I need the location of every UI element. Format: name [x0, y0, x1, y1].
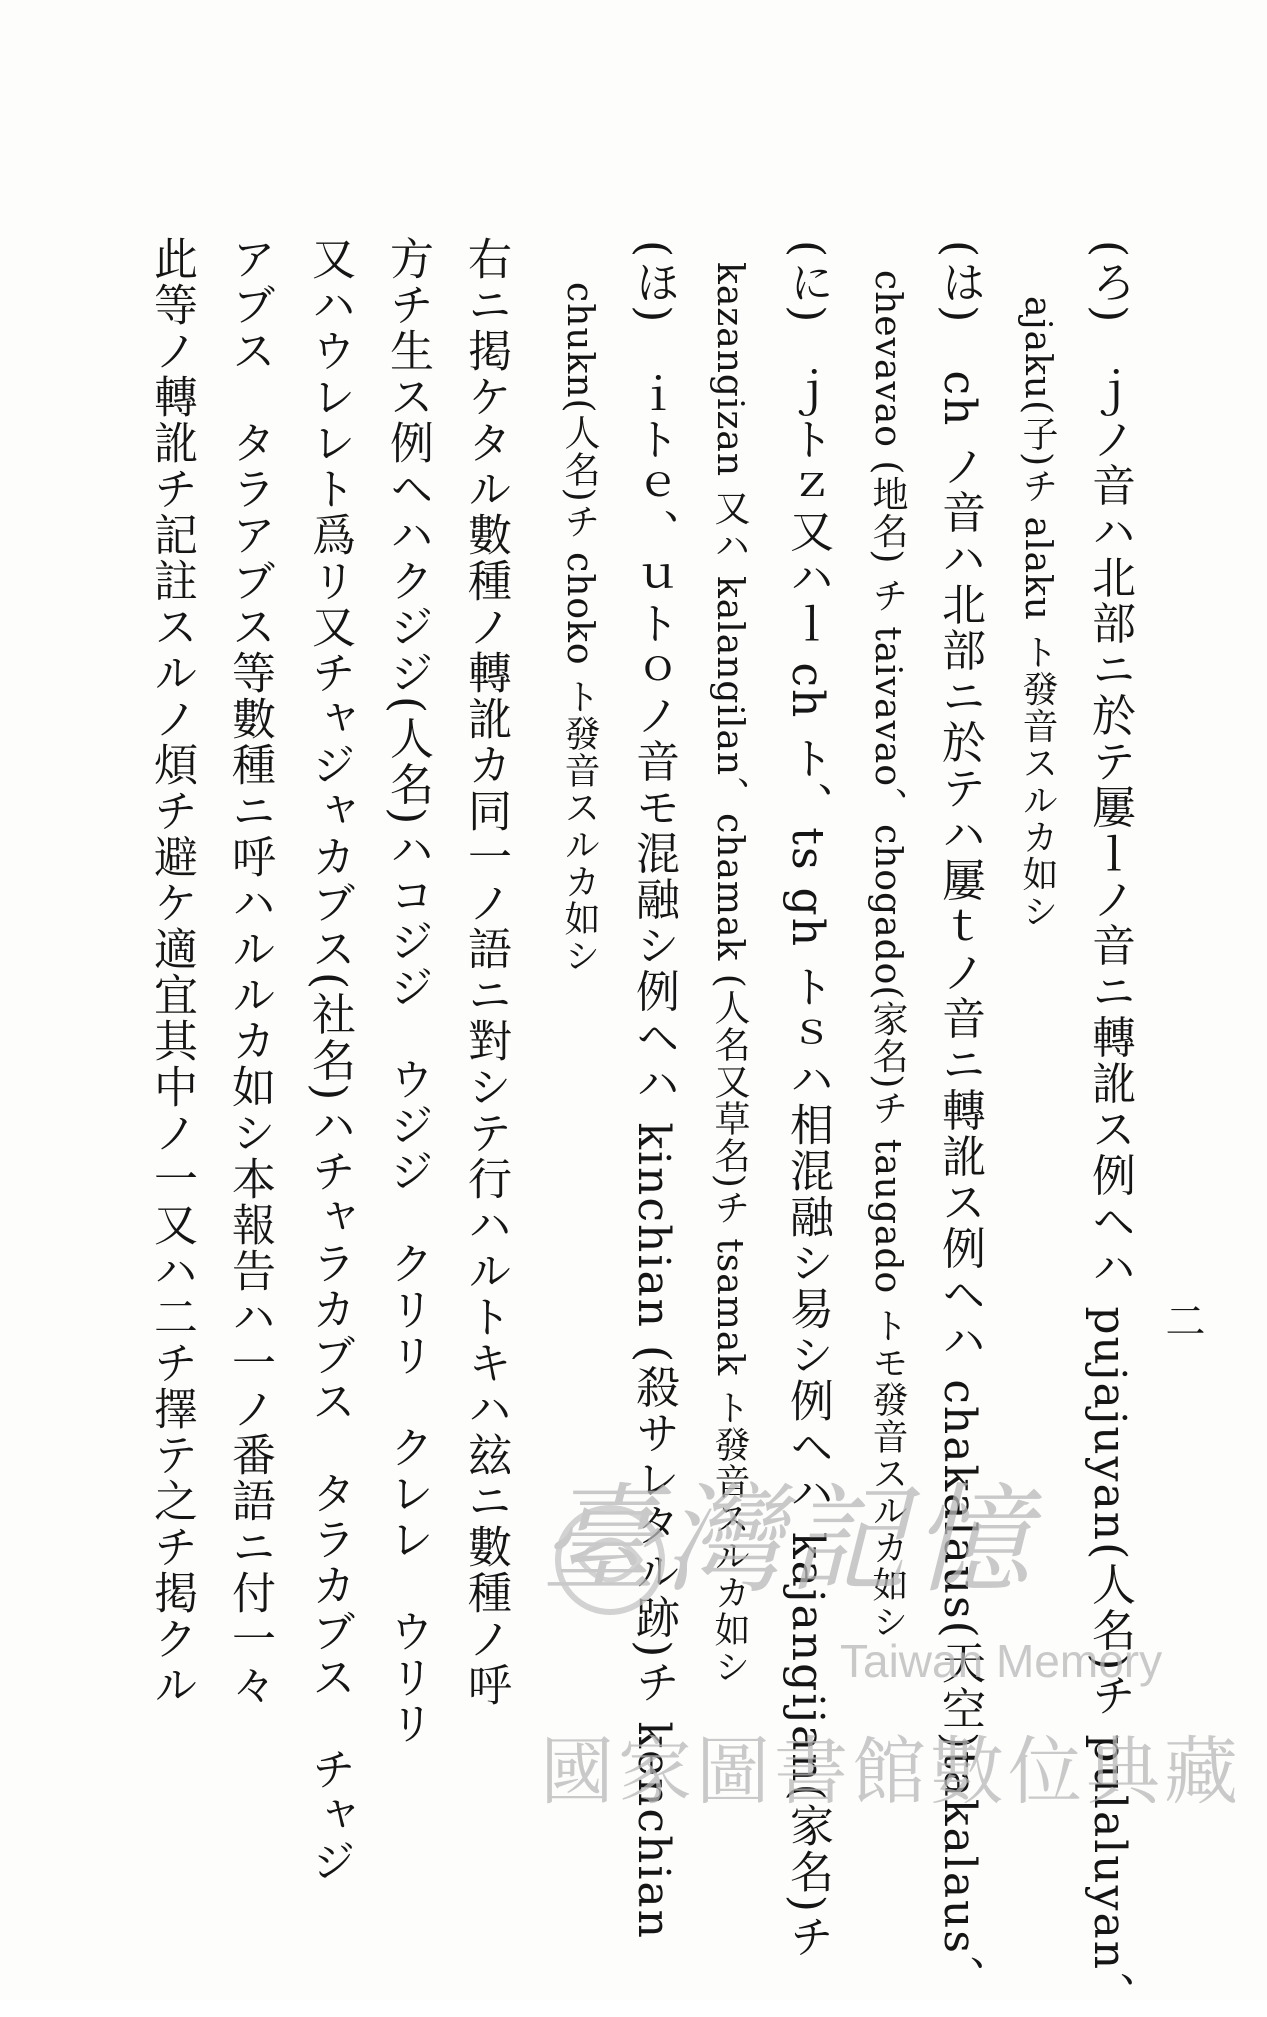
text-column-5: (に) ｊトｚ又ハｌ ch ト、ts gh トｓハ相混融シ易シ例ヘハ kajangijan(家名)チ — [782, 240, 833, 1960]
text-column-3: (は) ch ノ音ハ北部ニ於テハ屢ｔノ音ニ轉訛ス例ヘハ chakalaus(天空)takalaus、 — [934, 240, 985, 2001]
text-column-8: chukn(人名)チ choko ト發音スルカ如シ — [559, 282, 600, 975]
watermark-title: 臺灣記憶 — [540, 1471, 1037, 1609]
text-column-12: アブス タラアブス等數種ニ呼ハルルカ如シ本報告ハ一ノ番語ニ付一々 — [224, 236, 275, 1708]
text-column-6: kazangizan 又ハ kalangilan、chamak (人名又草名)チ tsamak ト發音スルカ如シ — [709, 262, 750, 1685]
text-column-9: 右ニ掲ケタル數種ノ轉訛カ同一ノ語ニ對シテ行ハルトキハ玆ニ數種ノ呼 — [460, 236, 511, 1708]
text-column-10: 方チ生ス例ヘハクジジ(人名)ハコジジ ウジジ クリリ クレレ ウリリ — [382, 236, 433, 1747]
page-number: 二 — [1159, 1300, 1205, 1340]
watermark-library: 國家圖書館數位典藏 — [540, 1729, 1242, 1815]
watermark-english: Taiwan Memory — [840, 1635, 1163, 1687]
text-column-1: (ろ) ｊノ音ハ北部ニ於テ屢ｌノ音ニ轉訛ス例ヘハ pujajuyan(人名)チ pulaluyan、 — [1084, 240, 1135, 2017]
text-column-7: (ほ) ｉトｅ、ｕトｏノ音モ混融シ例ヘハ kinchian (殺サレタル跡)チ kenchian — [628, 240, 679, 1940]
text-column-11: 又ハウレレト爲リ又チャジャカブス(社名)ハチャラカブス タラカブス チャジ — [304, 236, 355, 1885]
text-column-13: 此等ノ轉訛チ記註スルノ煩チ避ケ適宜其中ノ一又ハ二チ擇テ之チ掲クル — [146, 236, 197, 1708]
text-column-4: chevavao (地名) チ taivavao、chogado(家名)チ taugado トモ發音スルカ如シ — [867, 270, 908, 1640]
text-column-2: ajaku(子)チ alaku ト發音スルカ如シ — [1017, 296, 1058, 930]
